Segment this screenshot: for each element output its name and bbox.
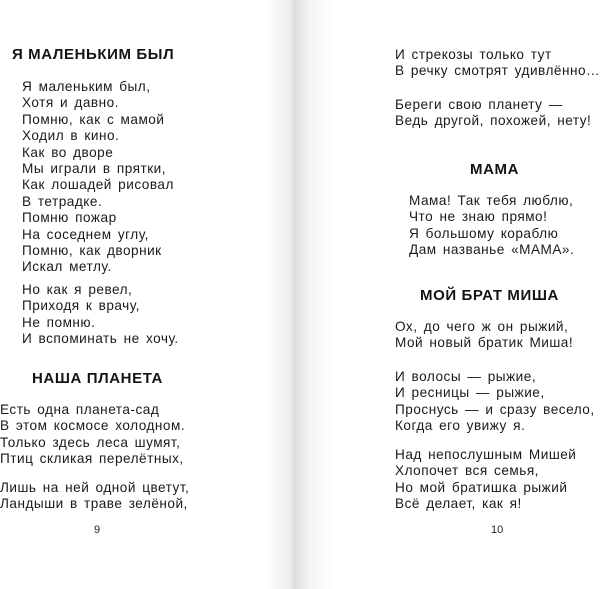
poem-line: Но мой братишка рыжий bbox=[395, 479, 568, 495]
poem-line: Как во дворе bbox=[22, 144, 114, 160]
poem-line: И стрекозы только тут bbox=[395, 47, 552, 62]
poem-stanza bbox=[395, 97, 591, 130]
gutter-shadow-left bbox=[266, 0, 296, 589]
poem-title-nasha-planeta: НАША ПЛАНЕТА bbox=[32, 370, 163, 387]
poem-line: Что не знаю прямо! bbox=[409, 209, 548, 225]
poem-title-mama: МАМА bbox=[470, 161, 520, 178]
poem-line: Хлопочет вся семья, bbox=[395, 463, 539, 479]
poem-stanza bbox=[0, 402, 185, 468]
poem-line: На соседнем углу, bbox=[22, 226, 149, 242]
poem-line: Помню, как дворник bbox=[22, 243, 162, 259]
poem-line: Проснусь — и сразу весело, bbox=[395, 401, 595, 417]
poem-line: Мама! Так тебя люблю, bbox=[409, 193, 574, 208]
poem-stanza bbox=[22, 79, 174, 276]
book-spine-divider bbox=[294, 0, 296, 589]
poem-stanza bbox=[395, 47, 600, 80]
poem-title-moi-brat-misha: МОЙ БРАТ МИША bbox=[420, 287, 559, 304]
poem-line: Искал метлу. bbox=[22, 259, 112, 275]
poem-line: Птиц скликая перелётных, bbox=[0, 451, 184, 467]
poem-line: Ландыши в траве зелёной, bbox=[0, 496, 188, 512]
poem-line: Мы играли в прятки, bbox=[22, 161, 167, 177]
poem-line: И волосы — рыжие, bbox=[395, 369, 537, 384]
poem-stanza bbox=[0, 480, 189, 513]
poem-line: Ходил в кино. bbox=[22, 128, 120, 144]
poem-stanza bbox=[22, 282, 179, 348]
page-number: 9 bbox=[94, 524, 101, 536]
poem-stanza bbox=[395, 447, 576, 513]
poem-line: Есть одна планета-сад bbox=[0, 402, 160, 417]
poem-stanza bbox=[395, 369, 595, 435]
poem-line: Ох, до чего ж он рыжий, bbox=[395, 319, 569, 334]
poem-line: Я маленьким был, bbox=[22, 79, 151, 94]
poem-line: Лишь на ней одной цветут, bbox=[0, 480, 190, 495]
poem-line: И ресницы — рыжие, bbox=[395, 385, 545, 401]
poem-line: Ведь другой, похожей, нету! bbox=[395, 113, 592, 129]
poem-line: Всё делает, как я! bbox=[395, 496, 522, 512]
right-page bbox=[296, 0, 600, 589]
poem-line: Я большому кораблю bbox=[409, 225, 559, 241]
poem-line: Но как я ревел, bbox=[22, 282, 133, 297]
poem-line: В тетрадке. bbox=[22, 193, 103, 209]
poem-stanza bbox=[395, 319, 573, 352]
page-number: 10 bbox=[491, 524, 504, 536]
poem-line: И вспоминать не хочу. bbox=[22, 331, 179, 347]
poem-line: Приходя к врачу, bbox=[22, 298, 140, 314]
poem-line: Мой новый братик Миша! bbox=[395, 335, 574, 351]
poem-line: В речку смотрят удивлённо… bbox=[395, 63, 600, 79]
poem-line: Как лошадей рисовал bbox=[22, 177, 174, 193]
poem-title-ya-malenkim-byl: Я МАЛЕНЬКИМ БЫЛ bbox=[12, 46, 175, 63]
poem-line: Дам названье «МАМА». bbox=[409, 242, 575, 258]
poem-line: Береги свою планету — bbox=[395, 97, 563, 112]
gutter-shadow-right bbox=[296, 0, 336, 589]
poem-line: В этом космосе холодном. bbox=[0, 418, 186, 434]
poem-line: Когда его увижу я. bbox=[395, 418, 526, 434]
poem-line: Над непослушным Мишей bbox=[395, 447, 577, 462]
poem-line: Хотя и давно. bbox=[22, 95, 119, 111]
poem-line: Не помню. bbox=[22, 314, 96, 330]
poem-stanza bbox=[409, 193, 574, 259]
poem-line: Помню пожар bbox=[22, 210, 117, 226]
poem-line: Только здесь леса шумят, bbox=[0, 434, 181, 450]
left-page bbox=[0, 0, 296, 589]
poem-line: Помню, как с мамой bbox=[22, 111, 165, 127]
